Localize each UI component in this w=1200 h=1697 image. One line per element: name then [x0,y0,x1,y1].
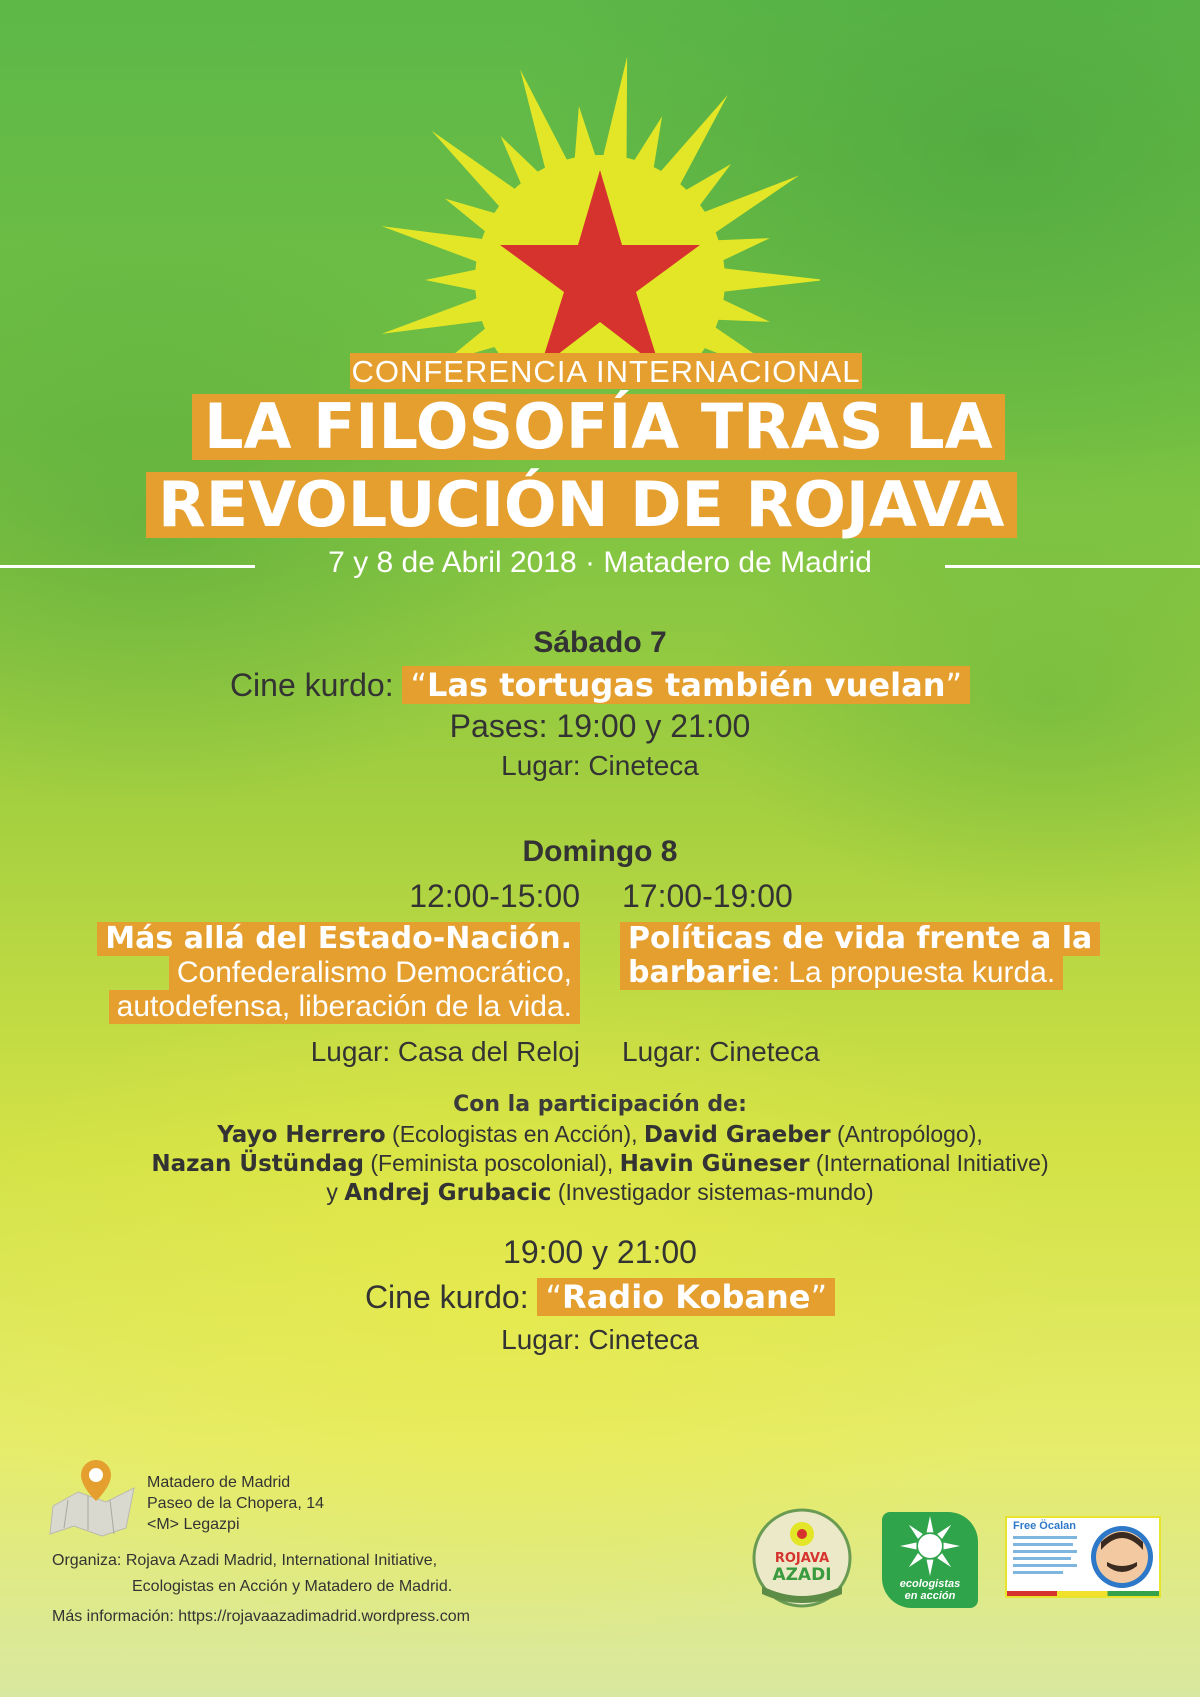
svg-text:AZADI: AZADI [772,1565,832,1585]
title-line-1: LA FILOSOFÍA TRAS LA [192,394,1005,460]
rojava-azadi-logo [752,1508,852,1608]
eco-ray [944,1543,960,1550]
title-line-2: REVOLUCIÓN DE ROJAVA [146,472,1017,538]
logo-text: en acción [904,1590,956,1602]
participants-line-2 [0,1150,1200,1177]
session-b-time: 17:00-19:00 [622,878,793,914]
address-line: Matadero de Madrid [147,1474,291,1491]
conference-subtitle: CONFERENCIA INTERNACIONAL [351,354,861,389]
saturday-place: Lugar: Cineteca [501,750,699,781]
session-a-title-block [97,922,580,1024]
participant-role: (Antropólogo), [830,1121,983,1147]
session-a-time: 12:00-15:00 [409,878,580,914]
svg-text:ROJAVA: ROJAVA [774,1551,830,1566]
connector: y [326,1179,345,1205]
film-title: Radio Kobane [562,1278,811,1316]
portrait-icon [1089,1524,1155,1590]
film-title: Las tortugas también vuelan [427,666,946,704]
eco-ray [900,1543,916,1550]
ecologistas-sun-icon [882,1512,978,1582]
film-title-highlight: “Radio Kobane” [537,1278,835,1316]
session-b-place: Lugar: Cineteca [622,1036,820,1067]
saturday-heading: Sábado 7 [533,626,667,659]
eco-ray [927,1516,934,1532]
eco-ray [909,1525,923,1539]
participant-role: (International Initiative) [809,1150,1049,1176]
film-title-highlight: “Las tortugas también vuelan” [402,666,970,704]
participants-line-3 [0,1179,1200,1206]
participant-name: Nazan Üstündag [151,1151,364,1177]
sunday-film-times: 19:00 y 21:00 [503,1234,697,1270]
address-line: Paseo de la Chopera, 14 [147,1495,325,1512]
saturday-film [0,666,1200,704]
participants-line-1 [0,1121,1200,1148]
logo-text: ecologistas [899,1578,961,1590]
text-block-icon [1013,1534,1083,1582]
free-ocalan-logo [1005,1516,1161,1598]
eco-ray [909,1553,923,1567]
participant-role: (Ecologistas en Acción), [385,1121,644,1147]
organizers-line-1: Organiza: Rojava Azadi Madrid, International Initiative, [52,1552,438,1569]
session-a-place: Lugar: Casa del Reloj [310,1036,580,1067]
film-prefix: Cine kurdo: [229,667,403,703]
participation-heading: Con la participación de: [453,1092,747,1117]
sun-star-icon [380,30,820,380]
address-line: <M> Legazpi [147,1516,240,1533]
sun-ray [709,267,820,294]
sunday-heading: Domingo 8 [522,835,678,868]
map-pin-icon [48,1458,138,1538]
session-b-title: Políticas de vida frente a la [620,922,1100,956]
participant-name: Havin Güneser [619,1151,810,1177]
session-b-title-block [620,922,1100,990]
participant-role: (Investigador sistemas-mundo) [551,1179,874,1205]
participant-name: David Graeber [643,1122,831,1148]
date-place: 7 y 8 de Abril 2018 · Matadero de Madrid [328,546,872,579]
sunday-film [0,1278,1200,1316]
film-prefix: Cine kurdo: [364,1279,538,1315]
participant-role: (Feminista poscolonial), [364,1150,620,1176]
session-a-line2: Confederalismo Democrático, [169,956,580,990]
eco-ray [927,1560,934,1576]
session-a-title: Más allá del Estado-Nación. [97,922,580,956]
venue-address [147,1472,324,1535]
saturday-times: Pases: 19:00 y 21:00 [449,708,751,744]
sunday-film-place: Lugar: Cineteca [501,1324,699,1355]
session-b-line2: barbarie: La propuesta kurda. [620,956,1063,990]
logo-text: Free Öcalan [1013,1520,1076,1532]
eco-ray [937,1553,951,1567]
eco-ray [937,1525,951,1539]
ecologistas-logo [882,1512,978,1608]
organizers-line-2: Ecologistas en Acción y Matadero de Madrid. [132,1578,453,1595]
more-info-link[interactable]: Más información: https://rojavaazadimadrid.wordpress.com [52,1608,470,1625]
participant-name: Andrej Grubacic [344,1180,552,1206]
session-a-line3: autodefensa, liberación de la vida. [109,990,580,1024]
participant-name: Yayo Herrero [217,1122,386,1148]
